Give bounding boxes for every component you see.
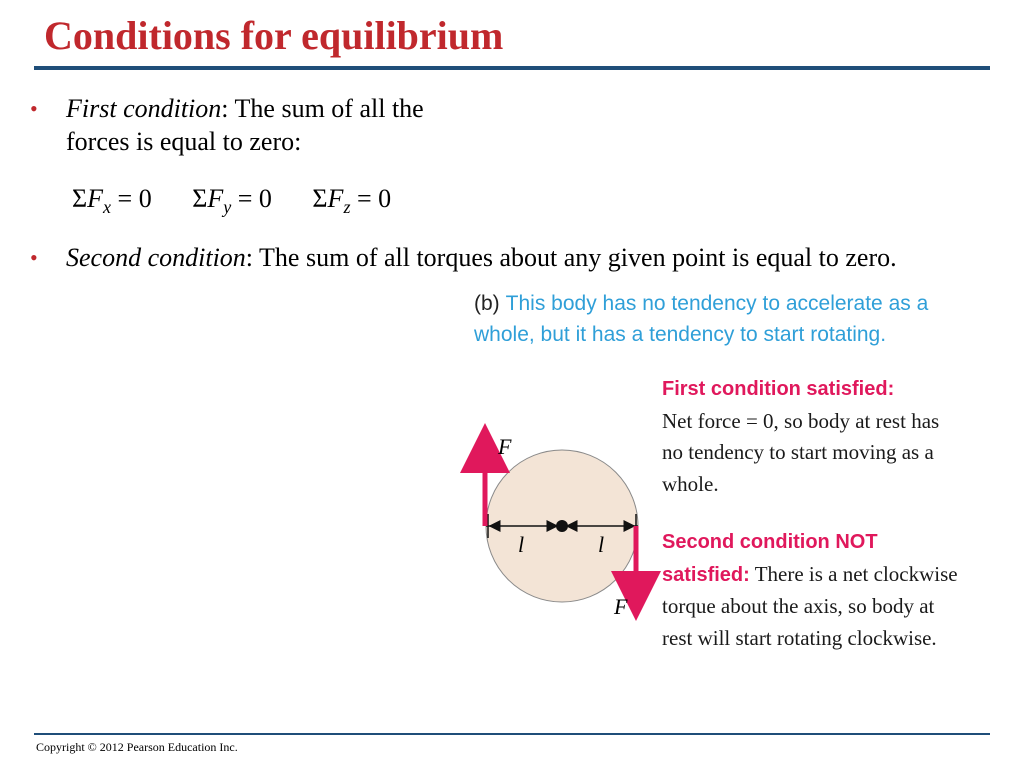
- bullet-label: Second condition: [66, 243, 246, 272]
- bullet-label: First condition: [66, 94, 222, 123]
- second-condition-note: [662, 526, 962, 654]
- second-condition-text: There is a net clockwise torque about the axis, so body at rest will start rotating clockwise.: [662, 561, 958, 650]
- bullet-text: [66, 241, 897, 274]
- sigma-symbol: Σ: [312, 184, 328, 213]
- force-symbol: F: [207, 184, 224, 213]
- first-condition-heading: First condition satisfied:: [662, 378, 895, 400]
- slide-title: Conditions for equilibrium: [44, 13, 504, 58]
- equation-fz: [312, 184, 391, 218]
- arm-label-left: l: [518, 532, 525, 557]
- copyright-text: Copyright © 2012 Pearson Education Inc.: [36, 740, 238, 754]
- bullet-second-condition: [30, 241, 897, 274]
- equals-zero: = 0: [231, 184, 272, 213]
- subscript-y: y: [223, 197, 232, 218]
- force-label-bottom: F: [614, 594, 628, 619]
- torque-diagram: [468, 420, 658, 630]
- bullet-body: : The sum of all the forces is equal to zero:: [66, 94, 424, 156]
- rotation-axis-dot: [556, 520, 568, 532]
- equation-fy: [192, 184, 272, 218]
- equation-fx: [72, 184, 152, 218]
- equals-zero: = 0: [350, 184, 392, 213]
- figure-label: (b): [474, 292, 500, 315]
- bullet-text: [66, 92, 470, 158]
- title-divider: [34, 66, 990, 70]
- bullet-first-condition: [30, 92, 470, 158]
- footer-divider: [34, 733, 990, 735]
- first-condition-text: Net force = 0, so body at rest has no tendency to start moving as a whole.: [662, 408, 940, 496]
- figure-caption: [474, 288, 944, 350]
- figure-caption-text: This body has no tendency to accelerate as a whole, but it has a tendency to start rotating.: [474, 292, 929, 346]
- force-label-top: F: [498, 434, 512, 459]
- force-symbol: F: [327, 184, 344, 213]
- equilibrium-equation: [72, 184, 425, 218]
- arm-label-right: l: [598, 532, 605, 557]
- first-condition-note: [662, 374, 962, 500]
- subscript-x: x: [103, 197, 112, 218]
- equals-zero: = 0: [111, 184, 152, 213]
- force-symbol: F: [87, 184, 104, 213]
- bullet-icon: •: [30, 245, 38, 270]
- bullet-icon: •: [30, 96, 38, 121]
- bullet-body: : The sum of all torques about any given point is equal to zero.: [245, 243, 897, 272]
- sigma-symbol: Σ: [192, 184, 208, 213]
- sigma-symbol: Σ: [72, 184, 88, 213]
- second-condition-heading: Second condition NOT satisfied:: [662, 531, 878, 586]
- subscript-z: z: [343, 197, 351, 218]
